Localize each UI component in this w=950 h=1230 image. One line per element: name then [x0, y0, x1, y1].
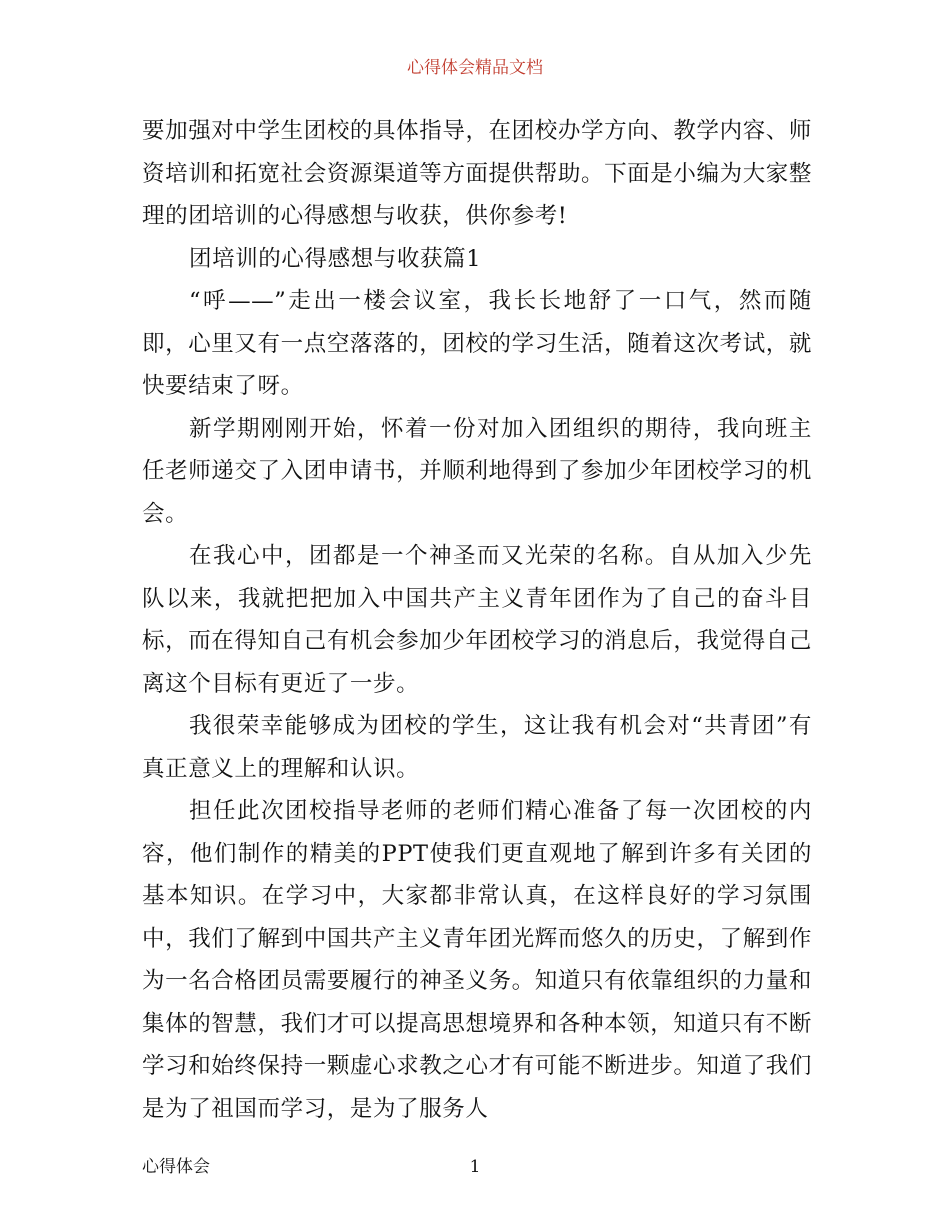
paragraph: 担任此次团校指导老师的老师们精心准备了每一次团校的内容，他们制作的精美的PPT使我们更直观地了解到许多有关团的基本知识。在学习中，大家都非常认真，在这样良好的学习氛围中，我们了解到中国共产主义青年团光辉而悠久的历史，了解到作为一名合格团员需要履行的神圣义务。知道只有依靠组织的力量和集体的智慧，我们才可以提高思想境界和各种本领，知道只有不断学习和始终保持一颗虚心求教之心才有可能不断进步。知道了我们是为了祖国而学习，是为了服务人 [142, 798, 812, 1122]
footer-label: 心得体会 [142, 1157, 210, 1177]
paragraph: 新学期刚刚开始，怀着一份对加入团组织的期待，我向班主任老师递交了入团申请书，并顺利地得到了参加少年团校学习的机会。 [142, 415, 812, 527]
paragraph: “呼——”走出一楼会议室，我长长地舒了一口气，然而随即，心里又有一点空落落的，团校的学习生活，随着这次考试，就快要结束了呀。 [142, 288, 812, 399]
page-header-title: 心得体会精品文档 [407, 58, 543, 78]
paragraph: 我很荣幸能够成为团校的学生，这让我有机会对“共青团”有真正意义上的理解和认识。 [142, 713, 812, 782]
paragraph: 在我心中，团都是一个神圣而又光荣的名称。自从加入少先队以来，我就把把加入中国共产主义青年团作为了自己的奋斗目标，而在得知自己有机会参加少年团校学习的消息后，我觉得自己离这个目标有更近了一步。 [142, 543, 812, 697]
paragraph-intro: 要加强对中学生团校的具体指导，在团校办学方向、教学内容、师资培训和拓宽社会资源渠道等方面提供帮助。下面是小编为大家整理的团培训的心得感想与收获，供你参考! [142, 118, 812, 229]
document-body [142, 110, 812, 1130]
section-heading: 团培训的心得感想与收获篇1 [189, 245, 482, 272]
page-number: 1 [469, 1157, 481, 1177]
